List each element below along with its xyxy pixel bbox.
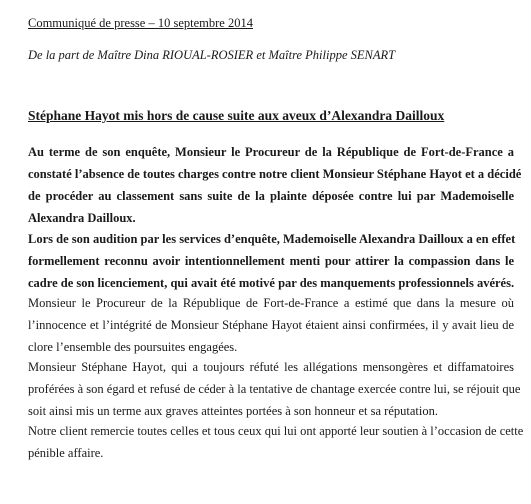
paragraph-5 [28,420,524,464]
paragraph-2 [28,228,514,294]
paragraph-line: soit ainsi mis un terme aux graves atteintes portées à son honneur et sa réputation. [28,404,438,418]
paragraph-line: pénible affaire. [28,446,104,460]
press-release-page [28,14,524,460]
paragraph-1 [28,141,522,229]
paragraph-line: Monsieur Stéphane Hayot, qui a toujours réfuté les allégations mensongères et diffamatoires [28,360,514,374]
paragraph-line: formellement reconnu avoir intentionnellement menti pour attirer la compassion dans le [28,254,514,268]
paragraph-line: cadre de son licenciement, qui avait été motivé par des manquements professionnels avérés. [28,276,515,290]
press-release-header: Communiqué de presse – 10 septembre 2014 [28,16,253,30]
paragraph-line: Monsieur le Procureur de la République de Fort-de-France a estimé que dans la mesure où [28,296,514,310]
authors-line: De la part de Maître Dina RIOUAL-ROSIER et Maître Philippe SENART [28,48,396,62]
paragraph-3 [28,292,514,358]
paragraph-4 [28,356,521,422]
document-title: Stéphane Hayot mis hors de cause suite aux aveux d’Alexandra Dailloux [28,108,445,123]
paragraph-line: constaté l’absence de toutes charges contre notre client Monsieur Stéphane Hayot et a décidé [28,167,522,181]
paragraph-line: Alexandra Dailloux. [28,211,136,225]
paragraph-line: Notre client remercie toutes celles et tous ceux qui lui ont apporté leur soutien à l’occasion de cette [28,424,524,438]
paragraph-line: clore l’ensemble des poursuites engagées. [28,340,238,354]
paragraph-line: l’innocence et l’intégrité de Monsieur Stéphane Hayot étaient ainsi confirmées, il y avait lieu de [28,318,514,332]
paragraph-line: Lors de son audition par les services d’enquête, Mademoiselle Alexandra Dailloux a en effet [28,232,516,246]
paragraph-line: Au terme de son enquête, Monsieur le Procureur de la République de Fort-de-France a [28,145,514,159]
paragraph-line: proférées à son égard et refusé de céder à la tentative de chantage exercée contre lui, se réjouit que [28,382,521,396]
paragraph-line: de procéder au classement sans suite de la plainte déposée contre lui par Mademoiselle [28,189,514,203]
